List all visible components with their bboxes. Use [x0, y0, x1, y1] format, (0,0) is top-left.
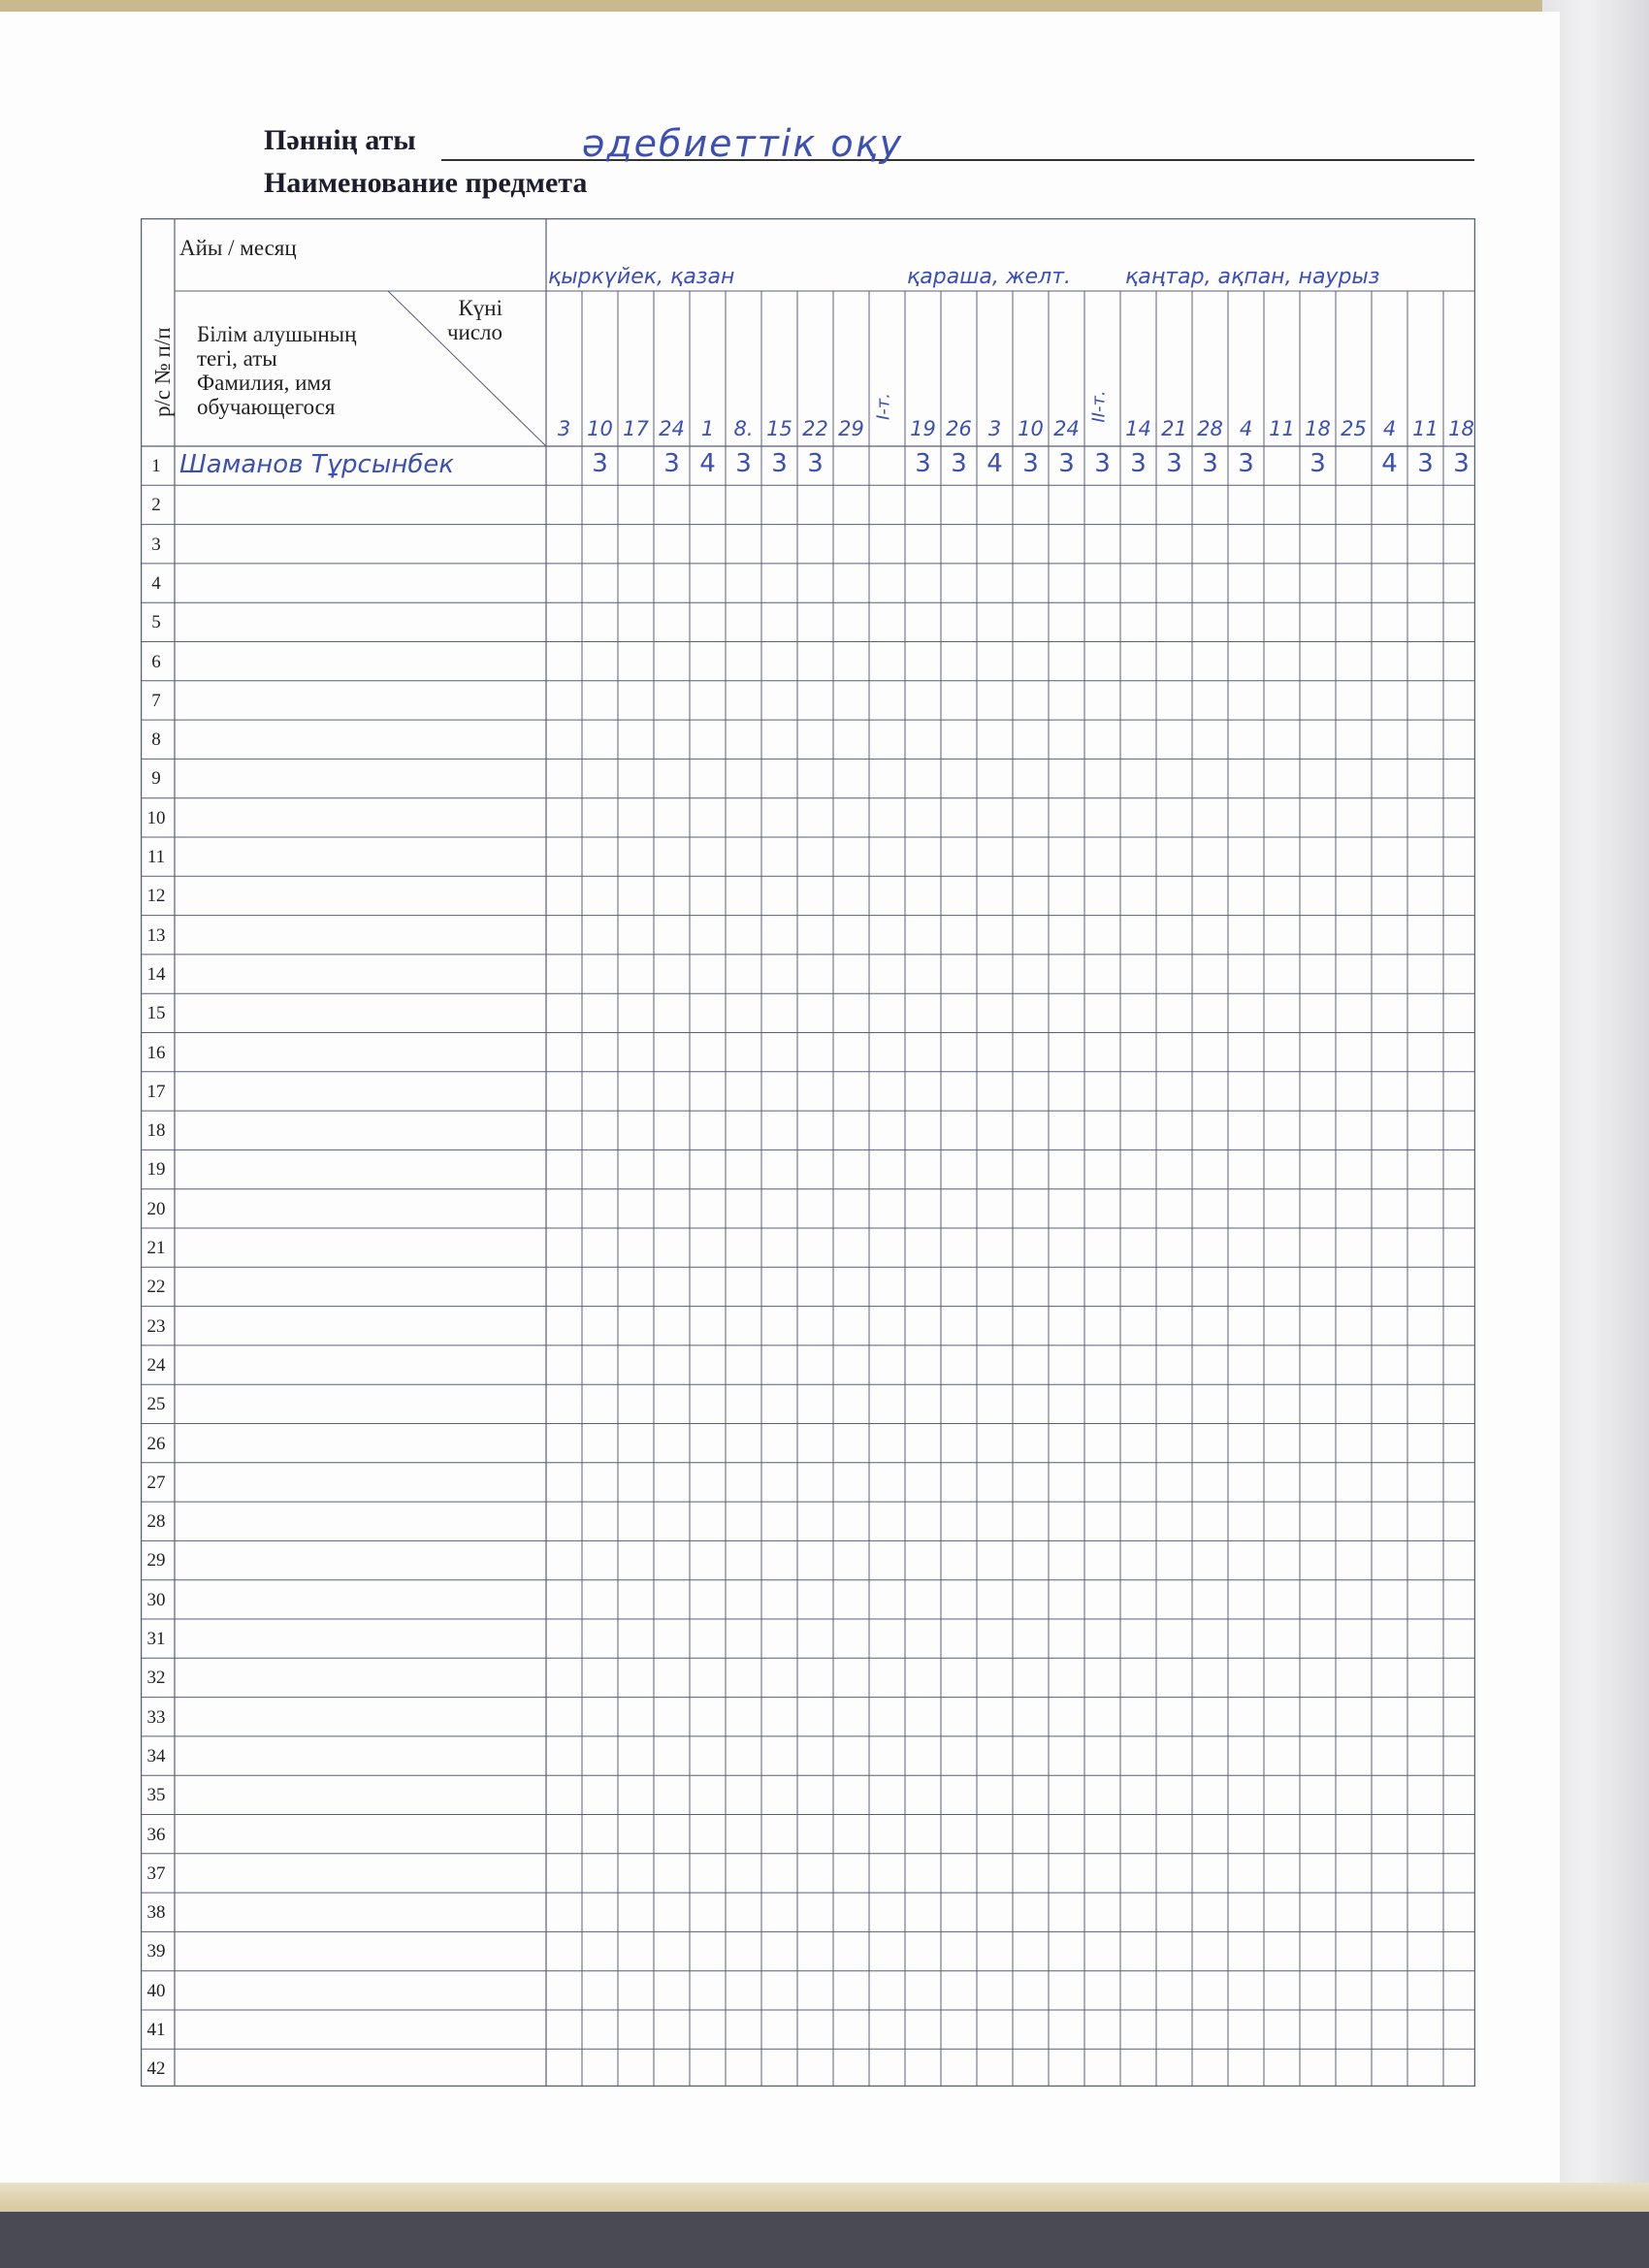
- date-cell: 4: [1382, 417, 1397, 440]
- grade-cell: 3: [1130, 449, 1147, 478]
- student-name: Шаманов Тұрсынбек: [179, 450, 455, 479]
- date-cell: 11: [1269, 417, 1295, 440]
- row-number: 24: [146, 1354, 166, 1376]
- row-number: 22: [146, 1277, 166, 1298]
- grade-cell: 4: [699, 449, 716, 478]
- row-number: 3: [151, 534, 161, 555]
- row-number: 5: [151, 612, 161, 633]
- row-number: 37: [146, 1863, 166, 1884]
- row-number: 34: [146, 1745, 166, 1766]
- grade-cell: 3: [663, 449, 680, 478]
- grade-cell: 3: [1022, 449, 1039, 478]
- row-number: 28: [146, 1511, 166, 1533]
- date-cell: 10: [1018, 417, 1044, 440]
- date-cell: 18: [1448, 417, 1474, 440]
- row-number: 38: [146, 1902, 166, 1924]
- row-number: 9: [151, 768, 161, 790]
- grade-cell: 3: [592, 449, 608, 478]
- grade-cell: 3: [1058, 449, 1075, 478]
- date-cell: 19: [910, 417, 936, 440]
- row-number: 8: [151, 729, 161, 751]
- date-cell: I-т.: [873, 393, 894, 421]
- row-number: 15: [146, 1003, 166, 1024]
- date-cell: 29: [838, 417, 864, 440]
- date-cell: 25: [1341, 417, 1367, 440]
- desk-background-bottom: [0, 2183, 1649, 2212]
- grade-cell: 3: [807, 449, 824, 478]
- date-cell: 24: [1053, 417, 1080, 440]
- row-number: 16: [146, 1042, 166, 1063]
- date-cell: 14: [1125, 417, 1151, 440]
- row-number: 32: [146, 1668, 166, 1689]
- grade-cell: 3: [1238, 449, 1254, 478]
- row-number: 11: [146, 847, 166, 867]
- grade-journal-table: [141, 218, 1475, 2087]
- date-cell: 26: [946, 417, 972, 440]
- date-cell: II-т.: [1088, 390, 1110, 423]
- row-number: 20: [146, 1198, 166, 1219]
- grade-cell: 3: [1094, 449, 1111, 478]
- row-number: 29: [146, 1550, 166, 1571]
- row-number: 26: [146, 1433, 166, 1454]
- day-header-label-kz: Күні: [458, 296, 502, 320]
- row-number: 6: [151, 651, 161, 672]
- row-number: 13: [146, 924, 166, 946]
- row-number: 21: [146, 1238, 166, 1258]
- date-cell: 4: [1239, 417, 1253, 440]
- table-border: [142, 219, 1475, 2087]
- row-number: 2: [151, 495, 161, 516]
- row-number: 30: [146, 1589, 166, 1610]
- row-number: 19: [146, 1159, 166, 1181]
- row-number-header: р/с № п/п: [150, 327, 175, 417]
- row-number: 35: [146, 1785, 166, 1806]
- subject-value: әдебиеттік оқу: [582, 122, 904, 165]
- date-cell: 17: [623, 417, 649, 440]
- row-number: 33: [146, 1706, 166, 1728]
- month-label: қараша, желт.: [907, 265, 1072, 289]
- date-cell: 10: [587, 417, 613, 440]
- row-number: 36: [146, 1824, 166, 1845]
- row-number: 41: [146, 2020, 166, 2040]
- subject-label-ru: Наименование предмета: [264, 167, 588, 199]
- grade-cell: 3: [1202, 449, 1218, 478]
- grade-cell: 3: [1417, 449, 1434, 478]
- row-number: 14: [146, 963, 166, 985]
- date-cell: 8.: [733, 417, 754, 440]
- date-cell: 21: [1161, 417, 1187, 440]
- row-number: 25: [146, 1394, 166, 1415]
- day-header-label-ru: число: [446, 320, 502, 344]
- row-number: 10: [146, 807, 166, 828]
- date-cell: 18: [1305, 417, 1331, 440]
- month-header-label: Айы / месяц: [179, 236, 297, 260]
- grade-cell: 4: [986, 449, 1003, 478]
- date-cell: 28: [1197, 417, 1223, 440]
- date-cell: 1: [700, 417, 715, 440]
- student-header-kz-1: Білім алушының: [197, 322, 357, 346]
- row-number: 1: [151, 456, 161, 476]
- date-cell: 3: [987, 417, 1002, 440]
- grade-cell: 4: [1381, 449, 1398, 478]
- table-grid: [141, 218, 1475, 2087]
- row-number: 27: [146, 1472, 166, 1493]
- grade-cell: 3: [915, 449, 931, 478]
- month-label: қыркүйек, қазан: [548, 265, 735, 289]
- grade-cell: 3: [735, 449, 752, 478]
- row-number: 31: [146, 1629, 166, 1649]
- row-number: 17: [146, 1081, 166, 1102]
- date-cell: 24: [659, 417, 685, 440]
- row-number: 40: [146, 1980, 166, 2001]
- date-cell: 15: [766, 417, 792, 440]
- student-header-ru-2: обучающегося: [197, 395, 336, 419]
- date-cell: 22: [802, 417, 828, 440]
- subject-label-kz: Пәннің аты: [264, 124, 416, 156]
- student-header-kz-2: тегі, аты: [197, 346, 277, 371]
- month-label: қаңтар, ақпан, наурыз: [1125, 265, 1380, 289]
- row-number: 42: [146, 2058, 166, 2080]
- grade-cell: 3: [771, 449, 788, 478]
- grade-cell: 3: [1310, 449, 1326, 478]
- row-number: 7: [151, 690, 161, 711]
- row-number: 4: [151, 572, 161, 594]
- row-number: 18: [146, 1120, 166, 1142]
- row-number: 23: [146, 1315, 166, 1337]
- row-number: 39: [146, 1941, 166, 1962]
- row-number: 12: [146, 886, 166, 907]
- grade-cell: 3: [1166, 449, 1182, 478]
- date-cell: 3: [557, 417, 571, 440]
- date-cell: 11: [1412, 417, 1439, 440]
- student-header-ru-1: Фамилия, имя: [197, 371, 332, 395]
- grade-cell: 3: [1453, 449, 1470, 478]
- grade-cell: 3: [951, 449, 967, 478]
